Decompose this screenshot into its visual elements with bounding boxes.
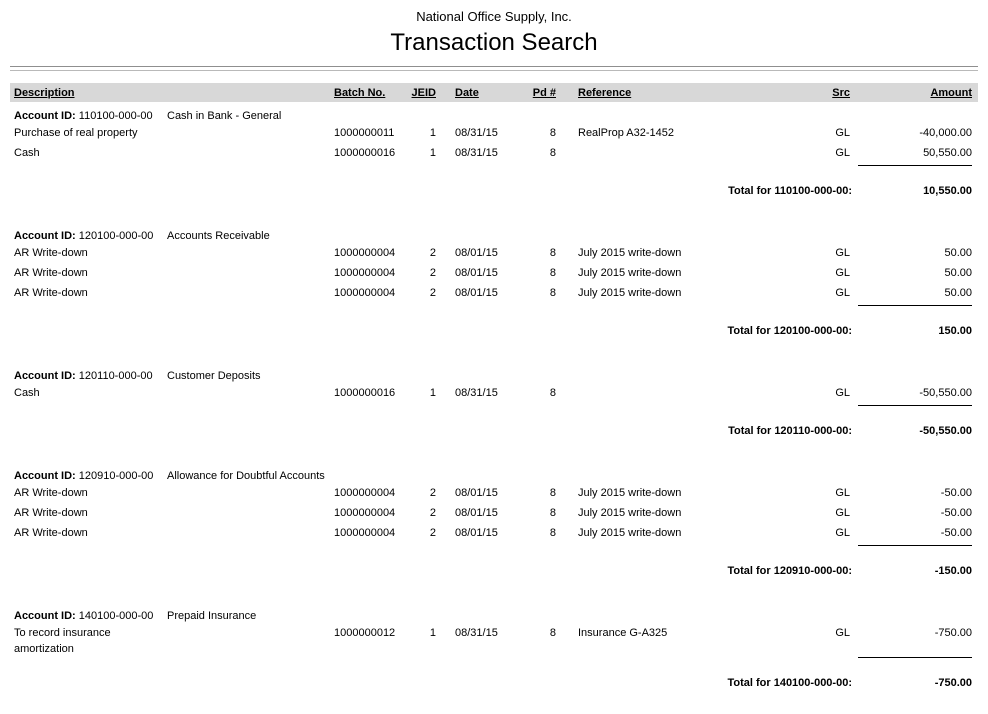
cell-src: GL	[835, 147, 850, 159]
column-header-date[interactable]: Date	[455, 87, 479, 99]
cell-jeid: 1	[429, 387, 436, 399]
cell-batch-no: 1000000004	[334, 487, 396, 499]
cell-date: 08/01/15	[455, 487, 498, 499]
cell-date: 08/01/15	[455, 247, 498, 259]
cell-amount: 50.00	[944, 287, 972, 299]
cell-reference: July 2015 write-down	[578, 487, 682, 499]
cell-description: AR Write-down	[14, 527, 88, 539]
transaction-row	[10, 505, 978, 525]
account-id: 120910-000-00	[78, 470, 154, 482]
transaction-row	[10, 525, 978, 545]
cell-amount: -40,000.00	[919, 127, 972, 139]
account-id-label: Account ID:	[14, 370, 76, 382]
cell-jeid: 2	[429, 247, 436, 259]
section-total-label: Total for 120910-000-00:	[727, 565, 852, 577]
cell-description: AR Write-down	[14, 487, 88, 499]
account-id-label: Account ID:	[14, 230, 76, 242]
account-id-label: Account ID:	[14, 470, 76, 482]
account-header	[10, 367, 978, 385]
cell-src: GL	[835, 487, 850, 499]
cell-reference: July 2015 write-down	[578, 527, 682, 539]
cell-batch-no: 1000000016	[334, 147, 396, 159]
total-underline	[858, 657, 972, 658]
account-id: 140100-000-00	[78, 610, 154, 622]
account-id: 120100-000-00	[78, 230, 154, 242]
account-id-group	[10, 367, 167, 385]
cell-date: 08/31/15	[455, 387, 498, 399]
cell-reference: July 2015 write-down	[578, 267, 682, 279]
account-section	[10, 467, 978, 581]
section-total-label: Total for 110100-000-00:	[728, 185, 852, 197]
section-total-label: Total for 140100-000-00:	[727, 677, 852, 689]
total-underline	[858, 545, 972, 546]
cell-jeid: 2	[429, 507, 436, 519]
account-name: Accounts Receivable	[167, 230, 270, 242]
section-total-row	[10, 422, 978, 441]
cell-description: Cash	[14, 387, 40, 399]
transaction-row	[10, 285, 978, 305]
account-id-group	[10, 227, 167, 245]
account-rows	[10, 245, 978, 305]
transaction-row	[10, 625, 978, 657]
cell-pd-number: 8	[549, 487, 556, 499]
cell-date: 08/31/15	[455, 127, 498, 139]
column-header-jeid[interactable]: JEID	[411, 87, 436, 99]
cell-description: To record insurance amortization	[14, 627, 111, 655]
cell-pd-number: 8	[549, 127, 556, 139]
account-name: Allowance for Doubtful Accounts	[167, 470, 325, 482]
total-rule-row	[10, 165, 978, 166]
cell-date: 08/31/15	[455, 147, 498, 159]
cell-batch-no: 1000000016	[334, 387, 396, 399]
cell-batch-no: 1000000004	[334, 247, 396, 259]
cell-pd-number: 8	[549, 247, 556, 259]
account-rows	[10, 385, 978, 405]
cell-batch-no: 1000000012	[334, 627, 396, 639]
cell-date: 08/01/15	[455, 507, 498, 519]
account-rows	[10, 125, 978, 165]
cell-batch-no: 1000000004	[334, 527, 396, 539]
total-rule-row	[10, 545, 978, 546]
column-header-row	[10, 83, 978, 102]
section-total-amount: -150.00	[934, 565, 972, 577]
cell-reference: Insurance G-A325	[578, 627, 668, 639]
total-rule-row	[10, 657, 978, 658]
cell-src: GL	[835, 127, 850, 139]
section-total-amount: 10,550.00	[923, 185, 972, 197]
cell-description: AR Write-down	[14, 267, 88, 279]
transaction-row	[10, 485, 978, 505]
account-name: Cash in Bank - General	[167, 110, 282, 122]
transaction-row	[10, 385, 978, 405]
cell-reference: July 2015 write-down	[578, 287, 682, 299]
transaction-row	[10, 145, 978, 165]
cell-pd-number: 8	[549, 147, 556, 159]
account-rows	[10, 485, 978, 545]
cell-pd-number: 8	[549, 627, 556, 639]
cell-date: 08/01/15	[455, 267, 498, 279]
account-id-group	[10, 467, 167, 485]
section-total-label: Total for 120110-000-00:	[728, 425, 852, 437]
cell-jeid: 2	[429, 287, 436, 299]
cell-pd-number: 8	[549, 387, 556, 399]
cell-amount: -50.00	[940, 487, 972, 499]
column-header-batch-no[interactable]: Batch No.	[334, 87, 386, 99]
cell-jeid: 1	[429, 127, 436, 139]
cell-jeid: 1	[429, 147, 436, 159]
column-header-src[interactable]: Src	[832, 87, 850, 99]
cell-src: GL	[835, 527, 850, 539]
cell-description: Purchase of real property	[14, 127, 138, 139]
cell-amount: -50.00	[940, 527, 972, 539]
cell-batch-no: 1000000011	[334, 127, 395, 139]
account-id-group	[10, 607, 167, 625]
cell-amount: -750.00	[934, 627, 972, 639]
cell-description: Cash	[14, 147, 40, 159]
total-underline	[858, 405, 972, 406]
cell-src: GL	[835, 267, 850, 279]
report-title: Transaction Search	[390, 29, 598, 56]
cell-src: GL	[835, 627, 850, 639]
cell-date: 08/01/15	[455, 527, 498, 539]
report-body	[10, 107, 978, 693]
cell-amount: -50.00	[940, 507, 972, 519]
account-id: 110100-000-00	[78, 110, 153, 122]
account-section	[10, 367, 978, 441]
account-header	[10, 107, 978, 125]
cell-jeid: 2	[429, 487, 436, 499]
account-header	[10, 227, 978, 245]
account-id-group	[10, 107, 167, 125]
cell-pd-number: 8	[549, 527, 556, 539]
section-total-amount: -750.00	[934, 677, 972, 689]
section-total-row	[10, 562, 978, 581]
column-header-reference[interactable]: Reference	[578, 87, 632, 99]
cell-src: GL	[835, 247, 850, 259]
cell-description: AR Write-down	[14, 507, 88, 519]
cell-description: AR Write-down	[14, 247, 88, 259]
section-total-amount: 150.00	[938, 325, 972, 337]
cell-jeid: 2	[429, 267, 436, 279]
total-rule-row	[10, 405, 978, 406]
account-section	[10, 607, 978, 693]
account-rows	[10, 625, 978, 657]
cell-batch-no: 1000000004	[334, 507, 396, 519]
cell-description: AR Write-down	[14, 287, 88, 299]
cell-src: GL	[835, 287, 850, 299]
account-id-label: Account ID:	[14, 110, 76, 122]
cell-amount: 50,550.00	[923, 147, 972, 159]
column-header-amount[interactable]: Amount	[930, 87, 972, 99]
account-header	[10, 467, 978, 485]
section-total-row	[10, 674, 978, 693]
transaction-row	[10, 245, 978, 265]
cell-reference: July 2015 write-down	[578, 247, 682, 259]
section-total-row	[10, 322, 978, 341]
cell-pd-number: 8	[549, 507, 556, 519]
cell-date: 08/01/15	[455, 287, 498, 299]
cell-date: 08/31/15	[455, 627, 498, 639]
cell-amount: 50.00	[944, 247, 972, 259]
transaction-row	[10, 265, 978, 285]
cell-jeid: 2	[429, 527, 436, 539]
cell-pd-number: 8	[549, 287, 556, 299]
cell-amount: -50,550.00	[919, 387, 972, 399]
account-id: 120110-000-00	[78, 370, 153, 382]
account-section	[10, 227, 978, 341]
cell-amount: 50.00	[944, 267, 972, 279]
column-header-description[interactable]: Description	[14, 87, 75, 99]
account-name: Customer Deposits	[167, 370, 261, 382]
cell-reference: RealProp A32-1452	[578, 127, 675, 139]
total-rule-row	[10, 305, 978, 306]
cell-batch-no: 1000000004	[334, 287, 396, 299]
total-underline	[858, 165, 972, 166]
account-header	[10, 607, 978, 625]
section-total-label: Total for 120100-000-00:	[727, 325, 852, 337]
cell-reference: July 2015 write-down	[578, 507, 682, 519]
company-name: National Office Supply, Inc.	[416, 9, 572, 24]
account-id-label: Account ID:	[14, 610, 76, 622]
account-name: Prepaid Insurance	[167, 610, 257, 622]
cell-jeid: 1	[429, 627, 436, 639]
cell-src: GL	[835, 387, 850, 399]
section-total-amount: -50,550.00	[919, 425, 972, 437]
section-total-row	[10, 182, 978, 201]
title-divider	[10, 66, 978, 71]
transaction-row	[10, 125, 978, 145]
column-header-pd-number[interactable]: Pd #	[532, 87, 556, 99]
cell-pd-number: 8	[549, 267, 556, 279]
cell-batch-no: 1000000004	[334, 267, 396, 279]
cell-src: GL	[835, 507, 850, 519]
total-underline	[858, 305, 972, 306]
account-section	[10, 107, 978, 201]
